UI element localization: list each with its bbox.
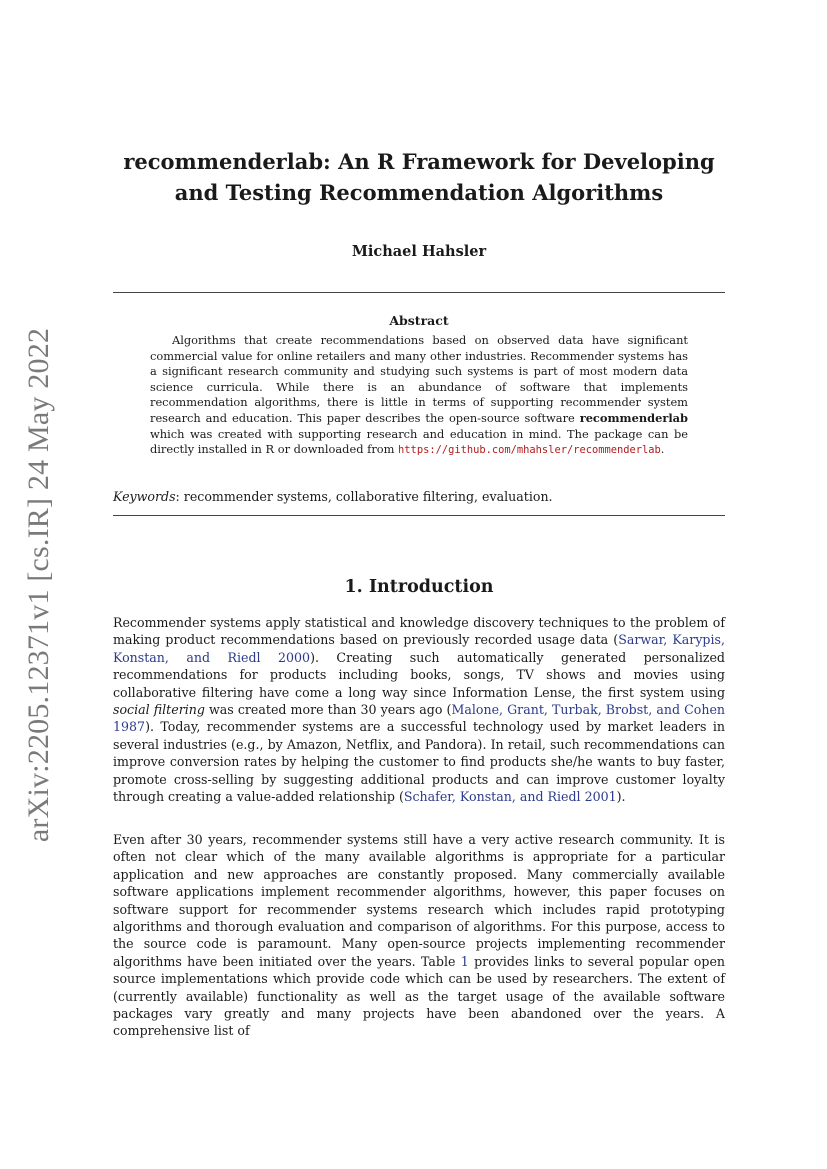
- paper-title: [113, 146, 725, 208]
- citation-schafer-2001[interactable]: Schafer, Konstan, and Riedl 2001: [403, 789, 617, 805]
- abstract-text-end: .: [660, 442, 665, 457]
- intro-p2-text-b: provides links to several popular open source implementations which provide code which can be used by researchers. The extent of (currently available) functionality as well as the target usage of the available software packages vary greatly and many projects have been abandoned over the years. A comprehensive list of: [113, 953, 726, 1039]
- citation-malone-1987[interactable]: Malone, Grant, Turbak, Brobst, and Cohen 1987: [113, 702, 726, 735]
- abstract-top-rule: [113, 292, 725, 293]
- keywords-text: : recommender systems, collaborative filtering, evaluation.: [175, 489, 553, 504]
- abstract-text-1: Algorithms that create recommendations based on observed data have significant commercial value for online retailers and many other industries. Recommender systems has a significant research community and studying such systems is part of most modern data science curricula. While there is an abundance of software that implements recommendation algorithms, there is little in terms of supporting recommender system research and education. This paper describes the open-source software: [150, 333, 688, 425]
- abstract-bottom-rule: [113, 515, 725, 516]
- intro-p2-text-a: Even after 30 years, recommender systems still have a very active research community. It is often not clear which of the many available algorithms is appropriate for a particular application and new approaches are constantly proposed. Many commercially available software applications implement recommender algorithms, however, this paper focuses on software support for recommender systems research which includes rapid prototyping algorithms and thorough evaluation and comparison of algorithms. For this purpose, access to the source code is paramount. Many open-source projects implementing recommender algorithms have been initiated over the years. Table: [113, 832, 725, 969]
- intro-paragraph-1: [113, 614, 725, 805]
- intro-emphasis-social-filtering: social filtering: [113, 702, 205, 718]
- abstract-package-name: recommenderlab: [579, 410, 688, 425]
- intro-p1-text-d: ). Today, recommender systems are a successful technology used by market leaders in several industries (e.g., by Amazon, Netflix, and Pandora). In retail, such recommendations can improve conversion rates by helping the customer to find products she/he wants to buy faster, promote cross-selling by suggesting additional products and can improve customer loyalty through creating a value-added relationship (: [113, 719, 725, 805]
- table-reference[interactable]: 1: [460, 953, 469, 969]
- author-name: Michael Hahsler: [351, 243, 487, 260]
- arxiv-stamp: [8, 0, 70, 1169]
- abstract-body: [150, 333, 688, 459]
- citation-sarwar-2000[interactable]: Sarwar, Karypis, Konstan, and Riedl 2000: [113, 632, 725, 665]
- repository-link[interactable]: https://github.com/mhahsler/recommenderlab: [398, 444, 661, 457]
- title-line-2: and Testing Recommendation Algorithms: [174, 180, 664, 205]
- arxiv-stamp-text: arXiv:2205.12371v1 [cs.IR] 24 May 2022: [22, 327, 56, 842]
- intro-p1-text-e: ).: [616, 789, 626, 805]
- intro-p1-text-a: Recommender systems apply statistical and knowledge discovery techniques to the problem of making product recommendations based on previously recorded usage data (: [113, 615, 725, 648]
- abstract-text-2: which was created with supporting research and education in mind. The package can be directly installed in R or downloaded from: [150, 426, 688, 457]
- keywords: [113, 489, 725, 504]
- intro-paragraph-2: [113, 831, 725, 1040]
- abstract-heading: Abstract: [389, 313, 449, 328]
- intro-p1-text-b: ). Creating such automatically generated personalized recommendations for products including books, songs, TV shows and movies using collaborative filtering have come a long way since Information Lense, the first system using: [113, 649, 725, 700]
- title-line-1: recommenderlab: An R Framework for Developing: [123, 149, 715, 174]
- keywords-label: Keywords: [113, 489, 176, 504]
- intro-p1-text-c: was created more than 30 years ago (: [204, 702, 452, 718]
- section-heading-introduction: 1. Introduction: [344, 577, 494, 597]
